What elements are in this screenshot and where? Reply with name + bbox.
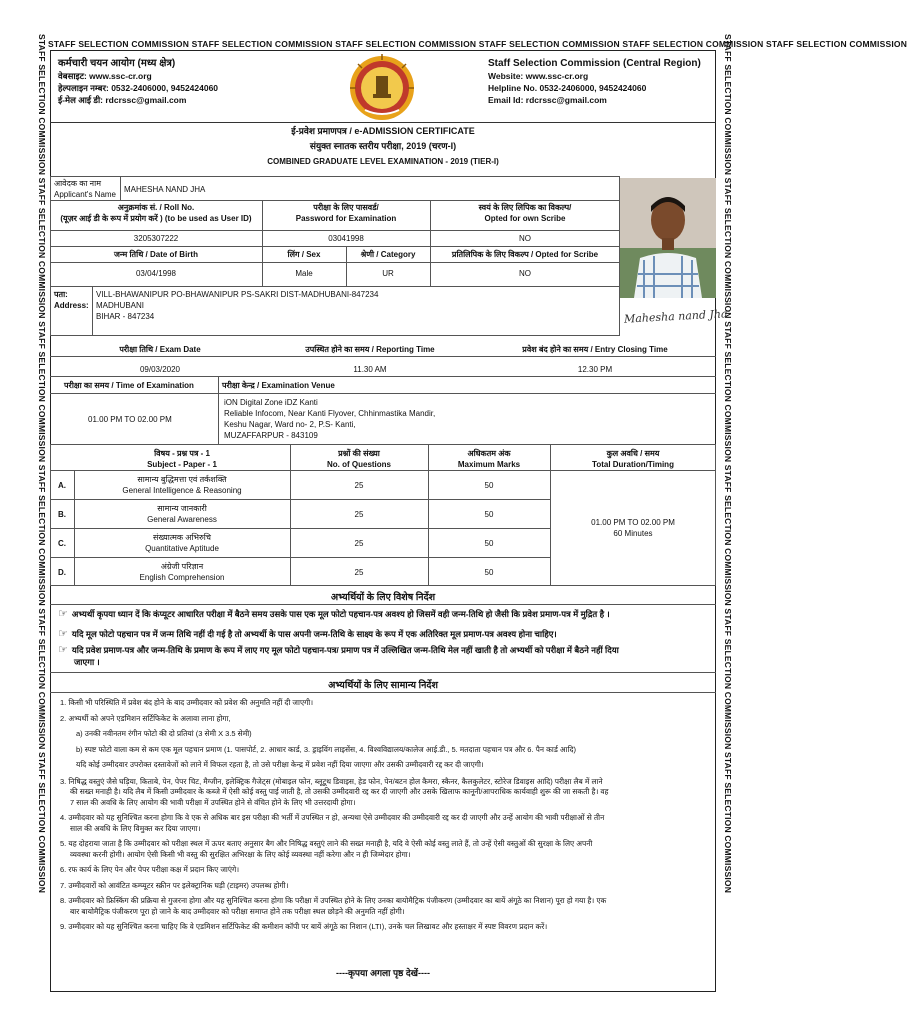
signature-text: Mahesha nand Jha bbox=[623, 307, 728, 326]
subject-name: अंग्रेजी परिज्ञान English Comprehension bbox=[139, 562, 225, 582]
instruction-2: 2. अभ्यर्थी को अपने एडमिशन सर्टिफिकेट के अलावा लाना होगा, bbox=[60, 713, 231, 723]
exam-time-label: परीक्षा का समय / Time of Examination bbox=[64, 381, 194, 390]
header-divider bbox=[50, 122, 716, 123]
subject-name: संख्यात्मक अभिरुचि Quantitative Aptitude bbox=[145, 533, 219, 553]
instruction-2b: b) स्पष्ट फोटो वाला कम से कम एक मूल पहचान प्रमाण (1. पासपोर्ट, 2. आधार कार्ड, 3. ड्राइविंग लाइसेंस, 4. विश्वविद्यालय/कालेज आई.डी., 5. मतदाता पहचान पत्र और 6. पैन कार्ड आदि) bbox=[76, 744, 576, 754]
subject-name: सामान्य बुद्धिमत्ता एवं तर्कशक्ति General Intelligence & Reasoning bbox=[122, 475, 242, 495]
instruction-5: 5. यह दोहराया जाता है कि उम्मीदवार को परीक्षा स्थल में ऊपर बताए अनुसार बैग और निषिद्ध वस्तुएं लाने की सख्त मनाही है, यदि वे ऐसी कोई वस्तु लाते हैं, तो उन्हें ऐसी वस्तुओं की सुरक्षा के लिए अपनी व्यवस्था करनी होगी। आयोग ऐसी किसी भी वस्तु की सुरक्षित अभिरक्षा के लिए कोई व्यवस्था नहीं करेगा और न ही जिम्मेदार होगा। bbox=[60, 839, 593, 859]
marks-header: अधिकतम अंक Maximum Marks bbox=[457, 449, 521, 469]
title-exam-hindi: संयुक्त स्नातक स्तरीय परीक्षा, 2019 (चरण-I) bbox=[309, 141, 457, 151]
subject-code: D. bbox=[58, 568, 66, 577]
venue-address: iON Digital Zone iDZ Kanti Reliable Infocom, Near Kanti Flyover, Chhinmastika Mandir, Keshu Nagar, Ward no- 2, P.S- Kanti, MUZAFFARPUR - 843109 bbox=[224, 398, 436, 440]
instruction-9: 9. उम्मीदवार को यह सुनिश्चित करना चाहिए कि वे एडमिशन सर्टिफिकेट की कमीशन कॉपी पर बायें अंगूठे का निशान (LTI), उनके चल लिखावट और हस्ताक्षर में स्पष्ट विवरण प्रदान करें। bbox=[60, 922, 548, 931]
applicant-photo bbox=[620, 178, 716, 298]
subject-questions: 25 bbox=[354, 510, 364, 519]
instruction-2a: a) उनकी नवीनतम रंगीन फोटो की दो प्रतियां (3 सेमी X 3.5 सेमी) bbox=[76, 729, 252, 738]
subject-questions: 25 bbox=[354, 481, 364, 490]
venue-label: परीक्षा केन्द्र / Examination Venue bbox=[222, 381, 335, 390]
entry-closing-label: प्रवेश बंद होने का समय / Entry Closing Time bbox=[522, 345, 668, 354]
roll-number: 3205307222 bbox=[133, 234, 179, 243]
duration-value: 01.00 PM TO 02.00 PM 60 Minutes bbox=[591, 518, 675, 538]
subject-name: सामान्य जानकारी General Awareness bbox=[147, 504, 217, 524]
applicant-signature bbox=[620, 298, 728, 336]
instruction-4: 4. उम्मीदवार को यह सुनिश्चित करना होगा कि वे एक से अधिक बार इस परीक्षा की भर्ती में उपस्थित न हो, अन्यथा ऐसे उम्मीदवार की उम्मीदवारी रद्द कर दी जाएगी और उन्हें आयोग की भावी परीक्षाओं से तीन साल की अवधि के लिए विमुक्त कर दिया जाएगा। bbox=[60, 813, 605, 833]
header-left bbox=[58, 58, 218, 106]
sex-label: लिंग / Sex bbox=[287, 250, 321, 259]
category-label: श्रेणी / Category bbox=[360, 250, 416, 259]
instruction-1: 1. किसी भी परिस्थिति में प्रवेश बंद होने के बाद उम्मीदवार को प्रवेश की अनुमति नहीं दी जाएगी। bbox=[60, 698, 314, 707]
instruction-7: 7. उम्मीदवारों को आवंटित कम्प्यूटर स्क्रीन पर इलेक्ट्रानिक घड़ी (टाइमर) उपलब्ध होगी। bbox=[60, 880, 289, 890]
subject-marks: 50 bbox=[484, 568, 494, 577]
address-value: VILL-BHAWANIPUR PO-BHAWANIPUR PS-SAKRI DIST-MADHUBANI-847234 MADHUBANI BIHAR - 847234 bbox=[96, 290, 379, 321]
name-label: आवेदक का नाम Applicant's Name bbox=[54, 179, 116, 199]
subject-marks: 50 bbox=[484, 539, 494, 548]
org-name-english: Staff Selection Commission (Central Region) bbox=[488, 58, 701, 69]
website-hindi: वेबसाइट: www.ssc-cr.org bbox=[58, 71, 152, 81]
pointing-hand-icon: ☞ bbox=[58, 644, 68, 656]
subject-code: A. bbox=[58, 481, 66, 490]
address-label: पता: Address: bbox=[54, 290, 89, 310]
opted-scribe-label: प्रतिलिपिक के लिए विकल्प / Opted for Scribe bbox=[451, 250, 599, 259]
entry-closing-value: 12.30 PM bbox=[577, 365, 613, 374]
reporting-time-value: 11.30 AM bbox=[353, 365, 387, 374]
category-value: UR bbox=[382, 269, 394, 278]
own-scribe-value: NO bbox=[519, 234, 531, 243]
helpline-hindi: हेल्पलाइन नम्बर: 0532-2406000, 9452424060 bbox=[58, 83, 219, 93]
dob-label: जन्म तिथि / Date of Birth bbox=[114, 250, 198, 259]
roll-label: अनुक्रमांक सं. / Roll No. (यूज़र आई डी के रूप में प्रयोग करें ) (to be used as User ID) bbox=[60, 203, 252, 223]
subject-questions: 25 bbox=[354, 568, 364, 577]
subject-marks: 50 bbox=[484, 481, 494, 490]
instruction-8: 8. उम्मीदवार को फ्रिस्किंग की प्रक्रिया से गुजरना होगा और यह सुनिश्चित करना होगा कि परीक्षा में उपस्थित होने के लिए उनका बायोमैट्रिक पंजीकरण (उम्मीदवार का बायें अंगूठे का निशान) पूरा हो गया है। एक बार बायोमैट्रिक पंजीकरण पूरा हो जाने के बाद उम्मीदवार को परीक्षा समाप्त होने तक परीक्षा स्थल छोड़ने की अनुमति नहीं होगी। bbox=[60, 896, 607, 916]
special-note-3: ☞ यदि प्रवेश प्रमाण-पत्र और जन्म-तिथि के प्रमाण के रूप में लाए गए मूल फोटो पहचान-पत्र/ प्रमाण पत्र में उल्लिखित जन्म-तिथि मेल नहीं खाती है तो अभ्यर्थी को परीक्षा में बैठने नहीं दिया जाएगा । bbox=[58, 644, 619, 667]
general-instructions-title: अभ्यर्थियों के लिए सामान्य निर्देश bbox=[328, 680, 438, 691]
instruction-3: 3. निषिद्ध वस्तुएं जैसे घड़िया, किताबे, पेन, पेपर चिट, मैग्जीन, इलेक्ट्रिक गैजेट्स (मोबाइल फोन, ब्लूटूथ डिवाइस, हेड फोन, पेन/बटन होल कैमरा, स्कैनर, कैलकुलेटर, स्टोरेज डिवाइस आदि) परीक्षा लैब में लाने की सख्त मनाही है। यदि लैब में किसी उम्मीदवार के कब्जे में ऐसी कोई वस्तु पाई जाती है, तो उसकी उम्मीदवारी रद्द कर दी जाएगी और उसके खिलाफ कानूनी/आपराधिक कार्यवाही शुरू की जा सकती है। वह 7 साल की अवधि के लिए आयोग की भावी परीक्षा में उपस्थित होने से वंचित होने के लिए भी उत्तरदायी होगा। bbox=[60, 776, 609, 807]
email-hindi: ई-मेल आई डी: rdcrssc@gmail.com bbox=[58, 95, 187, 105]
title-exam-english: COMBINED GRADUATE LEVEL EXAMINATION - 2019 (TIER-I) bbox=[267, 157, 499, 166]
instruction-2c: यदि कोई उम्मीदवार उपरोक्त दस्तावेजों को लाने में विफल रहता है, तो उसे परीक्षा केन्द्र में प्रवेश नहीं दिया जाएगा और उसकी उम्मीदवारी रद्द कर दी जाएगी। bbox=[76, 760, 484, 769]
general-instructions-list bbox=[60, 698, 712, 933]
own-scribe-label: स्वयं के लिए लिपिक का विकल्प/ Opted for own Scribe bbox=[478, 203, 572, 223]
header-right bbox=[488, 58, 701, 106]
border-right-text: STAFF SELECTION COMMISSION STAFF SELECTION COMMISSION STAFF SELECTION COMMISSION STAFF SELECTION COMMISSION STAFF SELECTION COMMISSION STAFF SELECTION COMMISSION bbox=[723, 34, 733, 894]
questions-header: प्रश्नों की संख्या No. of Questions bbox=[327, 449, 391, 469]
website-english: Website: www.ssc-cr.org bbox=[488, 71, 589, 81]
email-english: Email Id: rdcrssc@gmail.com bbox=[488, 95, 607, 105]
border-left-text: STAFF SELECTION COMMISSION STAFF SELECTION COMMISSION STAFF SELECTION COMMISSION STAFF SELECTION COMMISSION STAFF SELECTION COMMISSION STAFF SELECTION COMMISSION bbox=[37, 34, 47, 894]
opted-scribe-value: NO bbox=[519, 269, 531, 278]
continue-next-page: ----कृपया अगला पृष्ठ देखें---- bbox=[336, 968, 430, 978]
pointing-hand-icon: ☞ bbox=[58, 628, 68, 640]
instruction-6: 6. रफ कार्य के लिए पेन और पेपर परीक्षा कक्ष में प्रदान किए जाएंगे। bbox=[60, 865, 240, 874]
subject-header: विषय - प्रश्न पत्र - 1 Subject - Paper - 1 bbox=[147, 449, 217, 469]
ssc-emblem-icon bbox=[345, 50, 419, 124]
sex-value: Male bbox=[295, 269, 313, 278]
pointing-hand-icon: ☞ bbox=[58, 608, 68, 620]
subject-code: C. bbox=[58, 539, 66, 548]
dob-value: 03/04/1998 bbox=[135, 269, 177, 278]
special-instructions-title: अभ्यर्थियों के लिए विशेष निर्देश bbox=[330, 592, 436, 603]
exam-date-label: परीक्षा तिथि / Exam Date bbox=[119, 345, 201, 354]
exam-date-value: 09/03/2020 bbox=[139, 365, 181, 374]
subject-code: B. bbox=[58, 510, 66, 519]
reporting-time-label: उपस्थित होने का समय / Reporting Time bbox=[305, 345, 435, 354]
subject-questions: 25 bbox=[354, 539, 364, 548]
org-name-hindi: कर्मचारी चयन आयोग (मध्य क्षेत्र) bbox=[58, 58, 176, 69]
border-top-text: STAFF SELECTION COMMISSION STAFF SELECTION COMMISSION STAFF SELECTION COMMISSION STAFF SELECTION COMMISSION STAFF SELECTION COMMISSION STAFF SELECTION COMMISSION bbox=[48, 39, 907, 49]
exam-time-value: 01.00 PM TO 02.00 PM bbox=[88, 415, 172, 424]
certificate-titles bbox=[50, 124, 716, 169]
password-label: परीक्षा के लिए पासवर्ड/ Password for Examination bbox=[295, 203, 397, 223]
header bbox=[50, 50, 716, 122]
person-photo-icon bbox=[620, 178, 716, 298]
helpline-english: Helpline No. 0532-2406000, 9452424060 bbox=[488, 83, 647, 93]
special-note-2: ☞ यदि मूल फोटो पहचान पत्र में जन्म तिथि नहीं दी गई है तो अभ्यर्थी के पास अपनी जन्म-तिथि के साक्ष्य के रूप में एक अतिरिक्त मूल प्रमाण-पत्र अवश्य होना चाहिए। bbox=[58, 628, 557, 640]
applicant-name: MAHESHA NAND JHA bbox=[124, 185, 206, 194]
subject-marks: 50 bbox=[484, 510, 494, 519]
title-admission: ई-प्रवेश प्रमाणपत्र / e-ADMISSION CERTIFICATE bbox=[291, 126, 475, 136]
special-note-1: ☞ अभ्यर्थी कृपया ध्यान दें कि कंप्यूटर आधारित परीक्षा में बैठने समय उसके पास एक मूल फोटो पहचान-पत्र अवश्य हो जिसमें वही जन्म-तिथि हो जैसी कि प्रवेश प्रमाण-पत्र में मुद्रित है । bbox=[58, 608, 610, 620]
password-value: 03041998 bbox=[328, 234, 364, 243]
duration-header: कुल अवधि / समय Total Duration/Timing bbox=[592, 449, 674, 469]
